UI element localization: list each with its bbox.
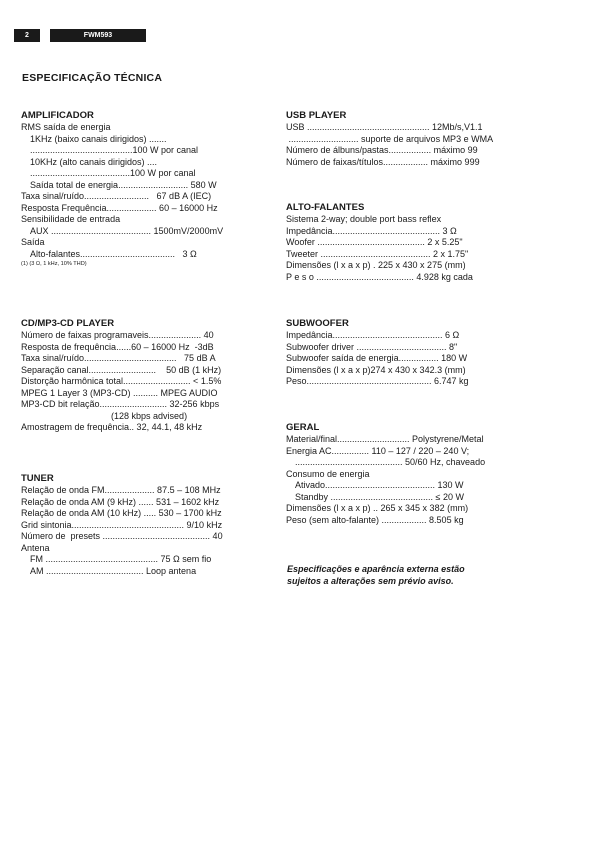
section-title: SUBWOOFER	[286, 318, 349, 329]
document-title: ESPECIFICAÇÃO TÉCNICA	[22, 72, 163, 84]
spec-line: Número de faixas/títulos.................. máximo 999	[286, 156, 480, 167]
section-usb-player	[286, 110, 556, 168]
section-cd-player	[21, 318, 291, 434]
disclaimer-line: Especificações e aparência externa estão	[287, 564, 465, 574]
section-title: TUNER	[21, 473, 54, 484]
spec-line: Saída	[21, 237, 45, 247]
spec-line: Resposta Frequência.................... 60 – 16000 Hz	[21, 202, 218, 213]
section-title: AMPLIFICADOR	[21, 110, 94, 121]
spec-line: Sensibilidade de entrada	[21, 214, 121, 224]
footnote: (1) (3 Ω, 1 kHz, 10% THD)	[21, 261, 87, 267]
spec-line: MP3-CD bit relação........................... 32-256 kbps	[21, 399, 220, 409]
spec-line: Subwoofer driver .................................... 8"	[286, 341, 458, 352]
spec-line: USB ................................................. 12Mb/s,V1.1	[286, 122, 483, 132]
section-title: CD/MP3-CD PLAYER	[21, 318, 115, 329]
spec-line: ........................................100 W por canal	[30, 168, 196, 178]
spec-line: Relação de onda AM (9 kHz) ...... 531 – 1602 kHz	[21, 496, 220, 507]
spec-line: 1KHz (baixo canais dirigidos) .......	[30, 133, 167, 144]
spec-line: Separação canal........................... 50 dB (1 kHz)	[21, 364, 222, 375]
spec-line: Peso.................................................. 6.747 kg	[286, 376, 469, 386]
spec-line: .........................................100 W por canal	[30, 145, 199, 155]
spec-line: Peso (sem alto-falante) .................. 8.505 kg	[286, 514, 464, 525]
spec-line: Tweeter ............................................ 2 x 1.75"	[286, 248, 469, 259]
spec-line: Dimensões (l x a x p) .. 265 x 345 x 382 (mm)	[286, 503, 469, 513]
section-geral	[286, 422, 556, 526]
spec-line: AM ....................................... Loop antena	[30, 565, 197, 576]
spec-line: Standby ......................................... ≤ 20 W	[295, 491, 464, 502]
spec-line: 10KHz (alto canais dirigidos) ....	[30, 156, 158, 167]
spec-line: Relação de onda FM.................... 87.5 – 108 MHz	[21, 485, 221, 495]
spec-line: Antena	[21, 542, 50, 553]
spec-line: Distorção harmônica total........................... < 1.5%	[21, 376, 222, 386]
section-tuner	[21, 473, 291, 577]
spec-line: Resposta de frequência......60 – 16000 Hz -3dB	[21, 341, 214, 352]
section-title: USB PLAYER	[286, 110, 347, 121]
spec-line: AUX ........................................ 1500mV/2000mV	[30, 225, 224, 236]
spec-line: ........................................... 50/60 Hz, chaveado	[295, 457, 486, 467]
spec-line: Taxa sinal/ruído.......................... 67 dB A (IEC)	[21, 191, 212, 201]
spec-line: RMS saída de energia	[21, 122, 111, 132]
spec-line: MPEG 1 Layer 3 (MP3-CD) .......... MPEG AUDIO	[21, 387, 218, 398]
spec-line: Saída total de energia............................ 580 W	[30, 179, 217, 190]
spec-line: Sistema 2-way; double port bass reflex	[286, 214, 442, 224]
section-amplificador	[21, 110, 291, 268]
spec-line: Material/final............................. Polystyrene/Metal	[286, 434, 484, 444]
spec-line: Grid sintonia............................................. 9/10 kHz	[21, 519, 223, 530]
spec-line: Ativado............................................ 130 W	[295, 480, 464, 490]
spec-line: Número de faixas programaveis..................... 40	[21, 330, 214, 340]
spec-line: Impedância........................................... 3 Ω	[286, 225, 457, 236]
spec-line: Subwoofer saída de energia................ 180 W	[286, 353, 468, 363]
spec-line: Relação de onda AM (10 kHz) ..... 530 – 1700 kHz	[21, 508, 222, 518]
spec-line: Número de presets ........................................... 40	[21, 531, 223, 541]
spec-line: Consumo de energia	[286, 468, 370, 479]
spec-line: Woofer ........................................... 2 x 5.25"	[286, 237, 463, 247]
section-title: ALTO-FALANTES	[286, 202, 365, 213]
section-title: GERAL	[286, 422, 320, 433]
page-header	[14, 29, 146, 42]
section-alto-falantes	[286, 202, 556, 283]
spec-line: (128 kbps advised)	[21, 410, 188, 421]
spec-line: ............................ suporte de arquivos MP3 e WMA	[286, 133, 494, 144]
spec-line: Amostragem de frequência.. 32, 44.1, 48 kHz	[21, 422, 203, 432]
spec-line: Alto-falantes...................................... 3 Ω	[30, 248, 197, 259]
spec-line: Dimensões (l x a x p)274 x 430 x 342.3 (mm)	[286, 364, 466, 375]
spec-line: Número de álbuns/pastas................. máximo 99	[286, 145, 478, 155]
spec-line: Energia AC............... 110 – 127 / 220 – 240 V;	[286, 445, 470, 456]
spec-line: Taxa sinal/ruído..................................... 75 dB A	[21, 353, 216, 363]
model-label: FWM593	[50, 29, 146, 42]
spec-line: P e s o ....................................... 4.928 kg cada	[286, 271, 473, 282]
page-number: 2	[14, 29, 40, 42]
spec-line: FM ............................................. 75 Ω sem fio	[30, 554, 212, 564]
spec-line: Dimensões (l x a x p) . 225 x 430 x 275 (mm)	[286, 260, 466, 270]
disclaimer-note	[287, 563, 465, 587]
section-subwoofer	[286, 318, 556, 388]
spec-line: Impedância............................................ 6 Ω	[286, 330, 460, 340]
disclaimer-line: sujeitos a alterações sem prévio aviso.	[287, 576, 454, 586]
